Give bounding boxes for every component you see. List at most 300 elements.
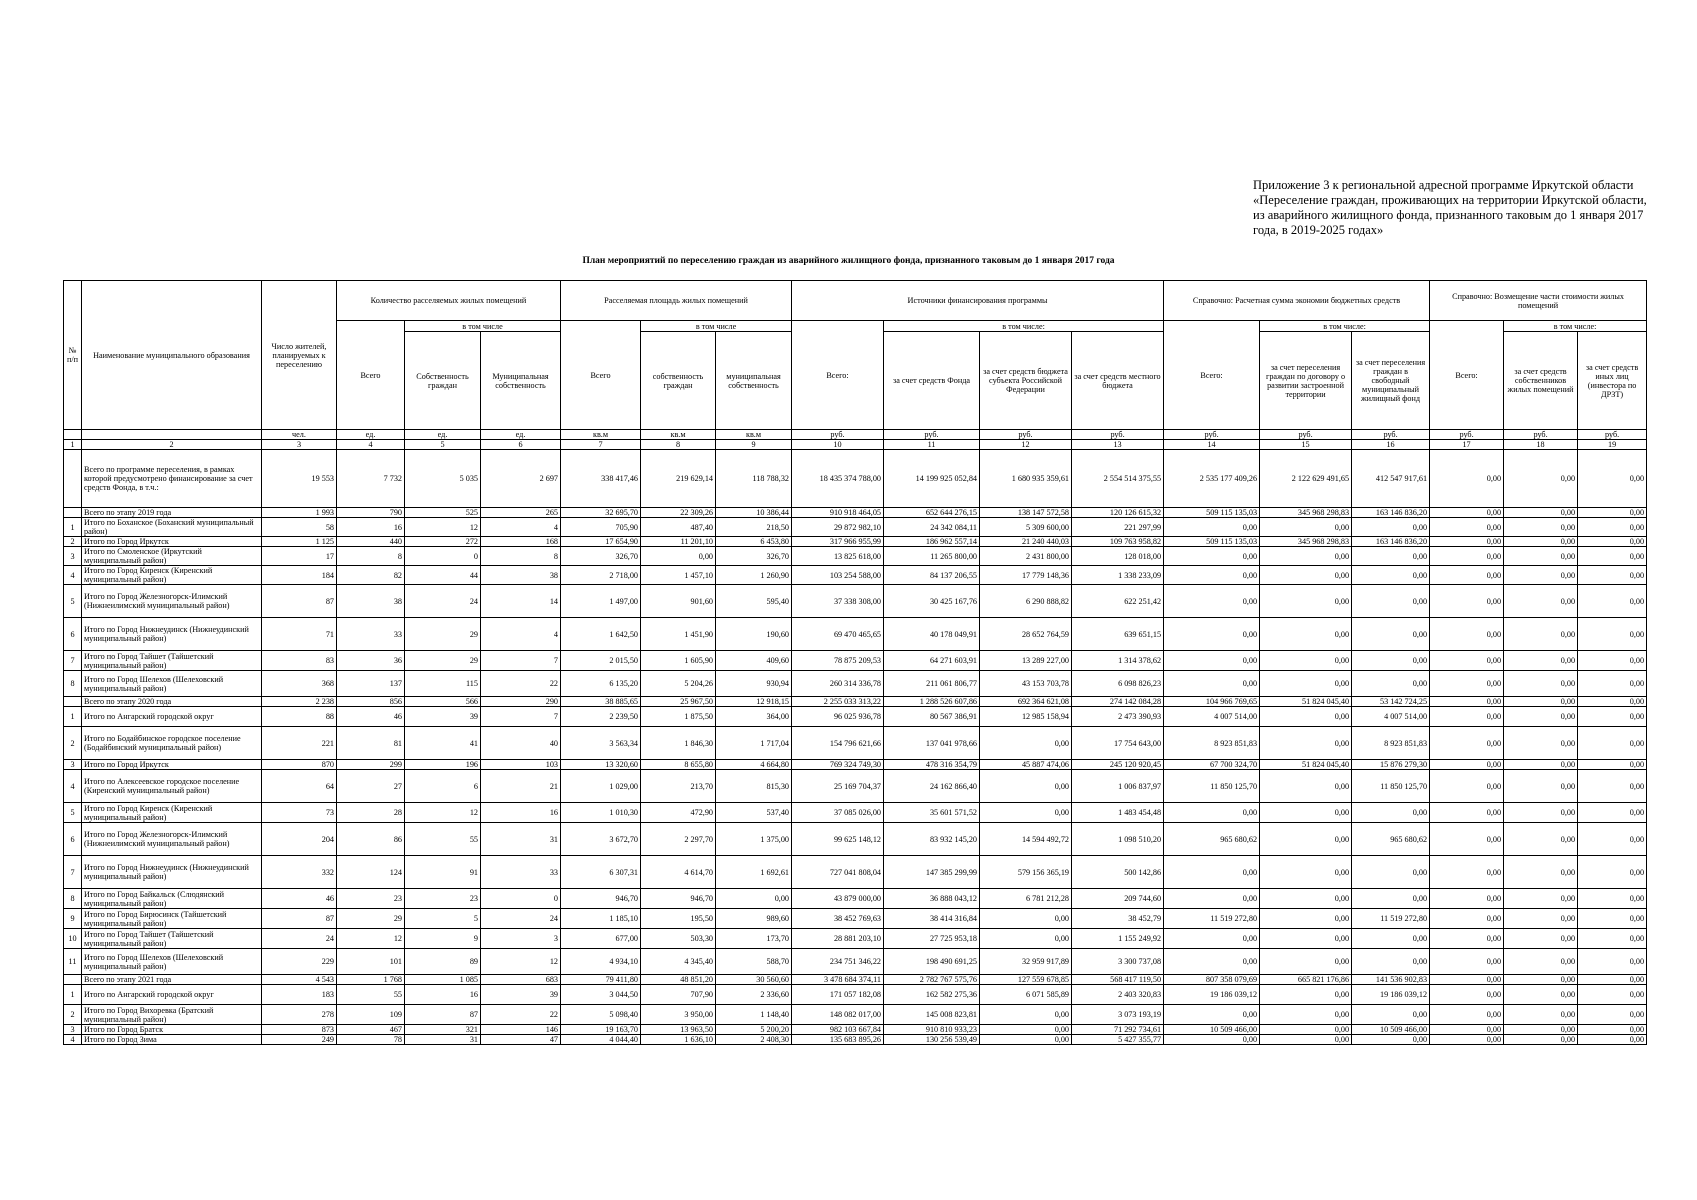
value-cell: 11 265 800,00	[884, 547, 980, 566]
header-qty-incl: в том числе	[405, 321, 561, 332]
value-cell: 3 950,00	[641, 1005, 716, 1025]
value-cell: 4 934,10	[561, 949, 641, 975]
row-number-cell: 1	[64, 985, 82, 1005]
value-cell: 6 453,80	[716, 537, 792, 547]
value-cell: 16	[481, 803, 561, 823]
table-row	[64, 909, 1647, 929]
value-cell: 31	[481, 823, 561, 856]
value-cell: 27	[337, 770, 405, 803]
column-index-cell: 9	[716, 440, 792, 450]
value-cell: 910 918 464,05	[792, 508, 884, 518]
header-econ-free: за счет переселения граждан в свободный муниципальный жилищный фонд	[1352, 332, 1430, 430]
value-cell: 1 993	[262, 508, 337, 518]
value-cell: 0,00	[1430, 537, 1504, 547]
value-cell: 24 162 866,40	[884, 770, 980, 803]
table-row	[64, 889, 1647, 909]
value-cell: 790	[337, 508, 405, 518]
row-number-cell: 1	[64, 518, 82, 537]
value-cell: 326,70	[561, 547, 641, 566]
value-cell: 0,00	[1260, 929, 1352, 949]
value-cell: 989,60	[716, 909, 792, 929]
value-cell: 0,00	[1260, 547, 1352, 566]
value-cell: 705,90	[561, 518, 641, 537]
document-title: План мероприятий по переселению граждан из аварийного жилищного фонда, признанного таковым до 1 января 2017 года	[582, 256, 1115, 266]
row-number-cell: 2	[64, 537, 82, 547]
value-cell: 8	[481, 547, 561, 566]
value-cell: 0,00	[1430, 949, 1504, 975]
value-cell: 81	[337, 727, 405, 760]
value-cell: 873	[262, 1025, 337, 1035]
row-number-cell: 3	[64, 547, 82, 566]
value-cell: 0,00	[1504, 909, 1578, 929]
value-cell: 0,00	[1352, 566, 1430, 585]
value-cell: 1 125	[262, 537, 337, 547]
value-cell: 24	[262, 929, 337, 949]
row-number-cell: 7	[64, 651, 82, 671]
value-cell: 221 297,99	[1072, 518, 1164, 537]
value-cell: 0,00	[1578, 671, 1647, 697]
value-cell: 622 251,42	[1072, 585, 1164, 618]
value-cell: 249	[262, 1035, 337, 1045]
table-row	[64, 651, 1647, 671]
unit-cell: чел.	[262, 430, 337, 440]
value-cell: 0,00	[1352, 1005, 1430, 1025]
header-area-incl: в том числе	[641, 321, 792, 332]
value-cell: 0,00	[1260, 770, 1352, 803]
value-cell: 209 744,60	[1072, 889, 1164, 909]
value-cell: 147 385 299,99	[884, 856, 980, 889]
value-cell: 79 411,80	[561, 975, 641, 985]
value-cell: 0,00	[1352, 518, 1430, 537]
column-index-cell: 11	[884, 440, 980, 450]
value-cell: 0,00	[980, 929, 1072, 949]
value-cell: 13 963,50	[641, 1025, 716, 1035]
municipality-name-cell: Итого по Город Шелехов (Шелеховский муниципальный район)	[82, 949, 262, 975]
value-cell: 11 519 272,80	[1352, 909, 1430, 929]
value-cell: 0,00	[1260, 823, 1352, 856]
value-cell: 69 470 465,65	[792, 618, 884, 651]
value-cell: 101	[337, 949, 405, 975]
column-index-cell: 10	[792, 440, 884, 450]
value-cell: 0,00	[1352, 929, 1430, 949]
value-cell: 1 155 249,92	[1072, 929, 1164, 949]
value-cell: 0,00	[1352, 1035, 1430, 1045]
value-cell: 0,00	[1260, 889, 1352, 909]
table-row	[64, 727, 1647, 760]
value-cell: 0,00	[1352, 547, 1430, 566]
row-number-cell: 1	[64, 707, 82, 727]
value-cell: 412 547 917,61	[1352, 450, 1430, 508]
value-cell: 41	[405, 727, 481, 760]
header-area-total: Всего	[561, 321, 641, 430]
table-row	[64, 566, 1647, 585]
value-cell: 8 655,80	[641, 760, 716, 770]
value-cell: 127 559 678,85	[980, 975, 1072, 985]
value-cell: 135 683 895,26	[792, 1035, 884, 1045]
value-cell: 326,70	[716, 547, 792, 566]
value-cell: 0,00	[1430, 566, 1504, 585]
unit-cell: кв.м	[716, 430, 792, 440]
row-number-cell	[64, 975, 82, 985]
value-cell: 0,00	[1260, 1005, 1352, 1025]
value-cell: 1 636,10	[641, 1035, 716, 1045]
value-cell: 21	[481, 770, 561, 803]
value-cell: 1 375,00	[716, 823, 792, 856]
value-cell: 38	[481, 566, 561, 585]
value-cell: 196	[405, 760, 481, 770]
value-cell: 29	[405, 651, 481, 671]
row-number-cell: 4	[64, 770, 82, 803]
value-cell: 5 309 600,00	[980, 518, 1072, 537]
resettlement-plan-table	[63, 280, 1647, 1045]
value-cell: 17 654,90	[561, 537, 641, 547]
value-cell: 0,00	[1430, 889, 1504, 909]
value-cell: 467	[337, 1025, 405, 1035]
value-cell: 0,00	[1578, 760, 1647, 770]
value-cell: 0,00	[1260, 1035, 1352, 1045]
header-qty-group: Количество расселяемых жилых помещений	[337, 281, 561, 321]
table-row	[64, 1005, 1647, 1025]
value-cell: 36 888 043,12	[884, 889, 980, 909]
value-cell: 472,90	[641, 803, 716, 823]
value-cell: 46	[337, 707, 405, 727]
unit-cell	[64, 430, 82, 440]
value-cell: 345 968 298,83	[1260, 537, 1352, 547]
value-cell: 0,00	[1504, 985, 1578, 1005]
value-cell: 96 025 936,78	[792, 707, 884, 727]
unit-cell: руб.	[1072, 430, 1164, 440]
value-cell: 7	[481, 707, 561, 727]
value-cell: 0,00	[1578, 727, 1647, 760]
value-cell: 4 345,40	[641, 949, 716, 975]
header-fin-subject: за счет средств бюджета субъекта Российской Федерации	[980, 332, 1072, 430]
table-row	[64, 618, 1647, 651]
value-cell: 0,00	[1164, 1005, 1260, 1025]
value-cell: 8	[337, 547, 405, 566]
value-cell: 91	[405, 856, 481, 889]
value-cell: 0,00	[980, 770, 1072, 803]
value-cell: 11 201,10	[641, 537, 716, 547]
value-cell: 39	[481, 985, 561, 1005]
value-cell: 1 497,00	[561, 585, 641, 618]
row-number-cell: 6	[64, 618, 82, 651]
value-cell: 1 457,10	[641, 566, 716, 585]
value-cell: 10 386,44	[716, 508, 792, 518]
value-cell: 1 642,50	[561, 618, 641, 651]
value-cell: 2 297,70	[641, 823, 716, 856]
value-cell: 17 754 643,00	[1072, 727, 1164, 760]
value-cell: 345 968 298,83	[1260, 508, 1352, 518]
value-cell: 4 007 514,00	[1352, 707, 1430, 727]
value-cell: 23	[405, 889, 481, 909]
value-cell: 0,00	[1164, 671, 1260, 697]
value-cell: 2 238	[262, 697, 337, 707]
value-cell: 1 846,30	[641, 727, 716, 760]
summary-row	[64, 508, 1647, 518]
value-cell: 38 452 769,63	[792, 909, 884, 929]
header-area-own: собственность граждан	[641, 332, 716, 430]
value-cell: 171 057 182,08	[792, 985, 884, 1005]
value-cell: 568 417 119,50	[1072, 975, 1164, 985]
value-cell: 815,30	[716, 770, 792, 803]
value-cell: 44	[405, 566, 481, 585]
value-cell: 0,00	[1430, 618, 1504, 651]
value-cell: 946,70	[561, 889, 641, 909]
row-number-cell: 6	[64, 823, 82, 856]
value-cell: 1 029,00	[561, 770, 641, 803]
value-cell: 0,00	[1578, 975, 1647, 985]
value-cell: 0,00	[980, 1025, 1072, 1035]
value-cell: 0,00	[1504, 518, 1578, 537]
municipality-name-cell: Итого по Город Нижнеудинск (Нижнеудинский муниципальный район)	[82, 618, 262, 651]
row-number-cell: 10	[64, 929, 82, 949]
value-cell: 0,00	[1430, 985, 1504, 1005]
value-cell: 0,00	[1504, 618, 1578, 651]
value-cell: 290	[481, 697, 561, 707]
table-row	[64, 803, 1647, 823]
value-cell: 0,00	[1578, 1025, 1647, 1035]
value-cell: 0,00	[1430, 770, 1504, 803]
value-cell: 0,00	[1430, 803, 1504, 823]
value-cell: 0,00	[1164, 949, 1260, 975]
value-cell: 118 788,32	[716, 450, 792, 508]
value-cell: 0,00	[1430, 450, 1504, 508]
value-cell: 0,00	[1164, 889, 1260, 909]
value-cell: 5 035	[405, 450, 481, 508]
value-cell: 71 292 734,61	[1072, 1025, 1164, 1035]
value-cell: 0,00	[1260, 1025, 1352, 1035]
value-cell: 0	[481, 889, 561, 909]
value-cell: 13 825 618,00	[792, 547, 884, 566]
unit-cell: руб.	[980, 430, 1072, 440]
header-residents: Число жителей, планируемых к переселению	[262, 281, 337, 430]
value-cell: 146	[481, 1025, 561, 1035]
value-cell: 31	[405, 1035, 481, 1045]
row-number-cell: 2	[64, 727, 82, 760]
value-cell: 0,00	[1164, 566, 1260, 585]
value-cell: 83	[262, 651, 337, 671]
table-row	[64, 537, 1647, 547]
value-cell: 0,00	[1430, 697, 1504, 707]
value-cell: 3 044,50	[561, 985, 641, 1005]
value-cell: 0,00	[1504, 889, 1578, 909]
value-cell: 1 185,10	[561, 909, 641, 929]
municipality-name-cell: Итого по Город Шелехов (Шелеховский муниципальный район)	[82, 671, 262, 697]
value-cell: 3 300 737,08	[1072, 949, 1164, 975]
value-cell: 234 751 346,22	[792, 949, 884, 975]
header-name: Наименование муниципального образования	[82, 281, 262, 430]
table-row	[64, 823, 1647, 856]
column-index-cell: 1	[64, 440, 82, 450]
value-cell: 1 768	[337, 975, 405, 985]
value-cell: 13 320,60	[561, 760, 641, 770]
value-cell: 124	[337, 856, 405, 889]
value-cell: 145 008 823,81	[884, 1005, 980, 1025]
value-cell: 2 255 033 313,22	[792, 697, 884, 707]
value-cell: 17	[262, 547, 337, 566]
value-cell: 0,00	[1504, 671, 1578, 697]
value-cell: 162 582 275,36	[884, 985, 980, 1005]
value-cell: 73	[262, 803, 337, 823]
municipality-name-cell: Итого по Боханское (Боханский муниципальный район)	[82, 518, 262, 537]
table-row	[64, 1035, 1647, 1045]
value-cell: 0,00	[1504, 1035, 1578, 1045]
row-number-cell	[64, 450, 82, 508]
value-cell: 1 260,90	[716, 566, 792, 585]
column-index-cell: 14	[1164, 440, 1260, 450]
value-cell: 25 967,50	[641, 697, 716, 707]
row-number-cell: 8	[64, 889, 82, 909]
header-comp-owners: за счет средств собственников жилых помещений	[1504, 332, 1578, 430]
value-cell: 0,00	[1260, 618, 1352, 651]
value-cell: 965 680,62	[1164, 823, 1260, 856]
value-cell: 109 763 958,82	[1072, 537, 1164, 547]
value-cell: 88	[262, 707, 337, 727]
value-cell: 0,00	[1504, 585, 1578, 618]
value-cell: 229	[262, 949, 337, 975]
value-cell: 14 199 925 052,84	[884, 450, 980, 508]
table-row	[64, 929, 1647, 949]
value-cell: 29	[337, 909, 405, 929]
value-cell: 204	[262, 823, 337, 856]
header-comp-total: Всего:	[1430, 321, 1504, 430]
value-cell: 0,00	[1352, 671, 1430, 697]
value-cell: 0,00	[1504, 566, 1578, 585]
row-number-cell: 8	[64, 671, 82, 697]
value-cell: 48 851,20	[641, 975, 716, 985]
row-number-cell: 3	[64, 1025, 82, 1035]
unit-cell: руб.	[1352, 430, 1430, 440]
value-cell: 0,00	[1164, 518, 1260, 537]
value-cell: 260 314 336,78	[792, 671, 884, 697]
value-cell: 5	[405, 909, 481, 929]
municipality-name-cell: Итого по Город Зима	[82, 1035, 262, 1045]
value-cell: 0,00	[1430, 929, 1504, 949]
value-cell: 0,00	[1578, 566, 1647, 585]
value-cell: 6 135,20	[561, 671, 641, 697]
value-cell: 0,00	[1504, 450, 1578, 508]
value-cell: 2 535 177 409,26	[1164, 450, 1260, 508]
municipality-name-cell: Всего по этапу 2020 года	[82, 697, 262, 707]
value-cell: 0,00	[1578, 985, 1647, 1005]
value-cell: 525	[405, 508, 481, 518]
value-cell: 0,00	[1430, 651, 1504, 671]
value-cell: 0,00	[1430, 1035, 1504, 1045]
value-cell: 1 451,90	[641, 618, 716, 651]
value-cell: 3 478 684 374,11	[792, 975, 884, 985]
value-cell: 186 962 557,14	[884, 537, 980, 547]
table-row	[64, 707, 1647, 727]
row-number-cell	[64, 697, 82, 707]
header-num: № п/п	[64, 281, 82, 430]
header-fin-total: Всего:	[792, 321, 884, 430]
value-cell: 0,00	[1260, 727, 1352, 760]
value-cell: 15 876 279,30	[1352, 760, 1430, 770]
value-cell: 0,00	[1260, 856, 1352, 889]
value-cell: 0,00	[1430, 909, 1504, 929]
value-cell: 22	[481, 1005, 561, 1025]
value-cell: 0,00	[1504, 537, 1578, 547]
value-cell: 665 821 176,86	[1260, 975, 1352, 985]
row-number-cell: 9	[64, 909, 82, 929]
value-cell: 0,00	[1578, 707, 1647, 727]
value-cell: 0,00	[1260, 985, 1352, 1005]
value-cell: 409,60	[716, 651, 792, 671]
value-cell: 11 519 272,80	[1164, 909, 1260, 929]
value-cell: 274 142 084,28	[1072, 697, 1164, 707]
municipality-name-cell: Итого по Ангарский городской округ	[82, 985, 262, 1005]
value-cell: 265	[481, 508, 561, 518]
value-cell: 1 148,40	[716, 1005, 792, 1025]
value-cell: 2 473 390,93	[1072, 707, 1164, 727]
value-cell: 0,00	[1430, 518, 1504, 537]
value-cell: 272	[405, 537, 481, 547]
value-cell: 588,70	[716, 949, 792, 975]
value-cell: 1 680 935 359,61	[980, 450, 1072, 508]
value-cell: 692 364 621,08	[980, 697, 1072, 707]
column-index-cell: 3	[262, 440, 337, 450]
value-cell: 138 147 572,58	[980, 508, 1072, 518]
value-cell: 0,00	[1260, 707, 1352, 727]
summary-row	[64, 697, 1647, 707]
municipality-name-cell: Всего по этапу 2021 года	[82, 975, 262, 985]
municipality-name-cell: Итого по Город Железногорск-Илимский (Нижнеилимский муниципальный район)	[82, 585, 262, 618]
value-cell: 67 700 324,70	[1164, 760, 1260, 770]
value-cell: 0,00	[1578, 909, 1647, 929]
value-cell: 910 810 933,23	[884, 1025, 980, 1035]
header-comp-group: Справочно: Возмещение части стоимости жилых помещений	[1430, 281, 1647, 321]
value-cell: 183	[262, 985, 337, 1005]
value-cell: 0,00	[1260, 651, 1352, 671]
value-cell: 28 881 203,10	[792, 929, 884, 949]
value-cell: 0,00	[1504, 975, 1578, 985]
value-cell: 317 966 955,99	[792, 537, 884, 547]
value-cell: 8 923 851,83	[1164, 727, 1260, 760]
value-cell: 22 309,26	[641, 508, 716, 518]
value-cell: 219 629,14	[641, 450, 716, 508]
value-cell: 4 543	[262, 975, 337, 985]
unit-cell: руб.	[1164, 430, 1260, 440]
value-cell: 683	[481, 975, 561, 985]
value-cell: 19 163,70	[561, 1025, 641, 1035]
unit-cell: руб.	[792, 430, 884, 440]
value-cell: 37 338 308,00	[792, 585, 884, 618]
value-cell: 1 314 378,62	[1072, 651, 1164, 671]
value-cell: 103 254 588,00	[792, 566, 884, 585]
value-cell: 4 614,70	[641, 856, 716, 889]
value-cell: 103	[481, 760, 561, 770]
value-cell: 2 554 514 375,55	[1072, 450, 1164, 508]
value-cell: 89	[405, 949, 481, 975]
value-cell: 4 007 514,00	[1164, 707, 1260, 727]
value-cell: 40 178 049,91	[884, 618, 980, 651]
municipality-name-cell: Итого по Смоленское (Иркутский муниципальный район)	[82, 547, 262, 566]
value-cell: 0,00	[1430, 975, 1504, 985]
value-cell: 0,00	[1430, 1025, 1504, 1035]
header-comp-incl: в том числе:	[1504, 321, 1647, 332]
value-cell: 0,00	[1430, 856, 1504, 889]
value-cell: 1 605,90	[641, 651, 716, 671]
value-cell: 2 403 320,83	[1072, 985, 1164, 1005]
value-cell: 154 796 621,66	[792, 727, 884, 760]
municipality-name-cell: Итого по Город Тайшет (Тайшетский муниципальный район)	[82, 929, 262, 949]
value-cell: 25 169 704,37	[792, 770, 884, 803]
value-cell: 1 006 837,97	[1072, 770, 1164, 803]
value-cell: 16	[337, 518, 405, 537]
value-cell: 0,00	[1578, 450, 1647, 508]
municipality-name-cell: Итого по Город Киренск (Киренский муниципальный район)	[82, 803, 262, 823]
value-cell: 27 725 953,18	[884, 929, 980, 949]
